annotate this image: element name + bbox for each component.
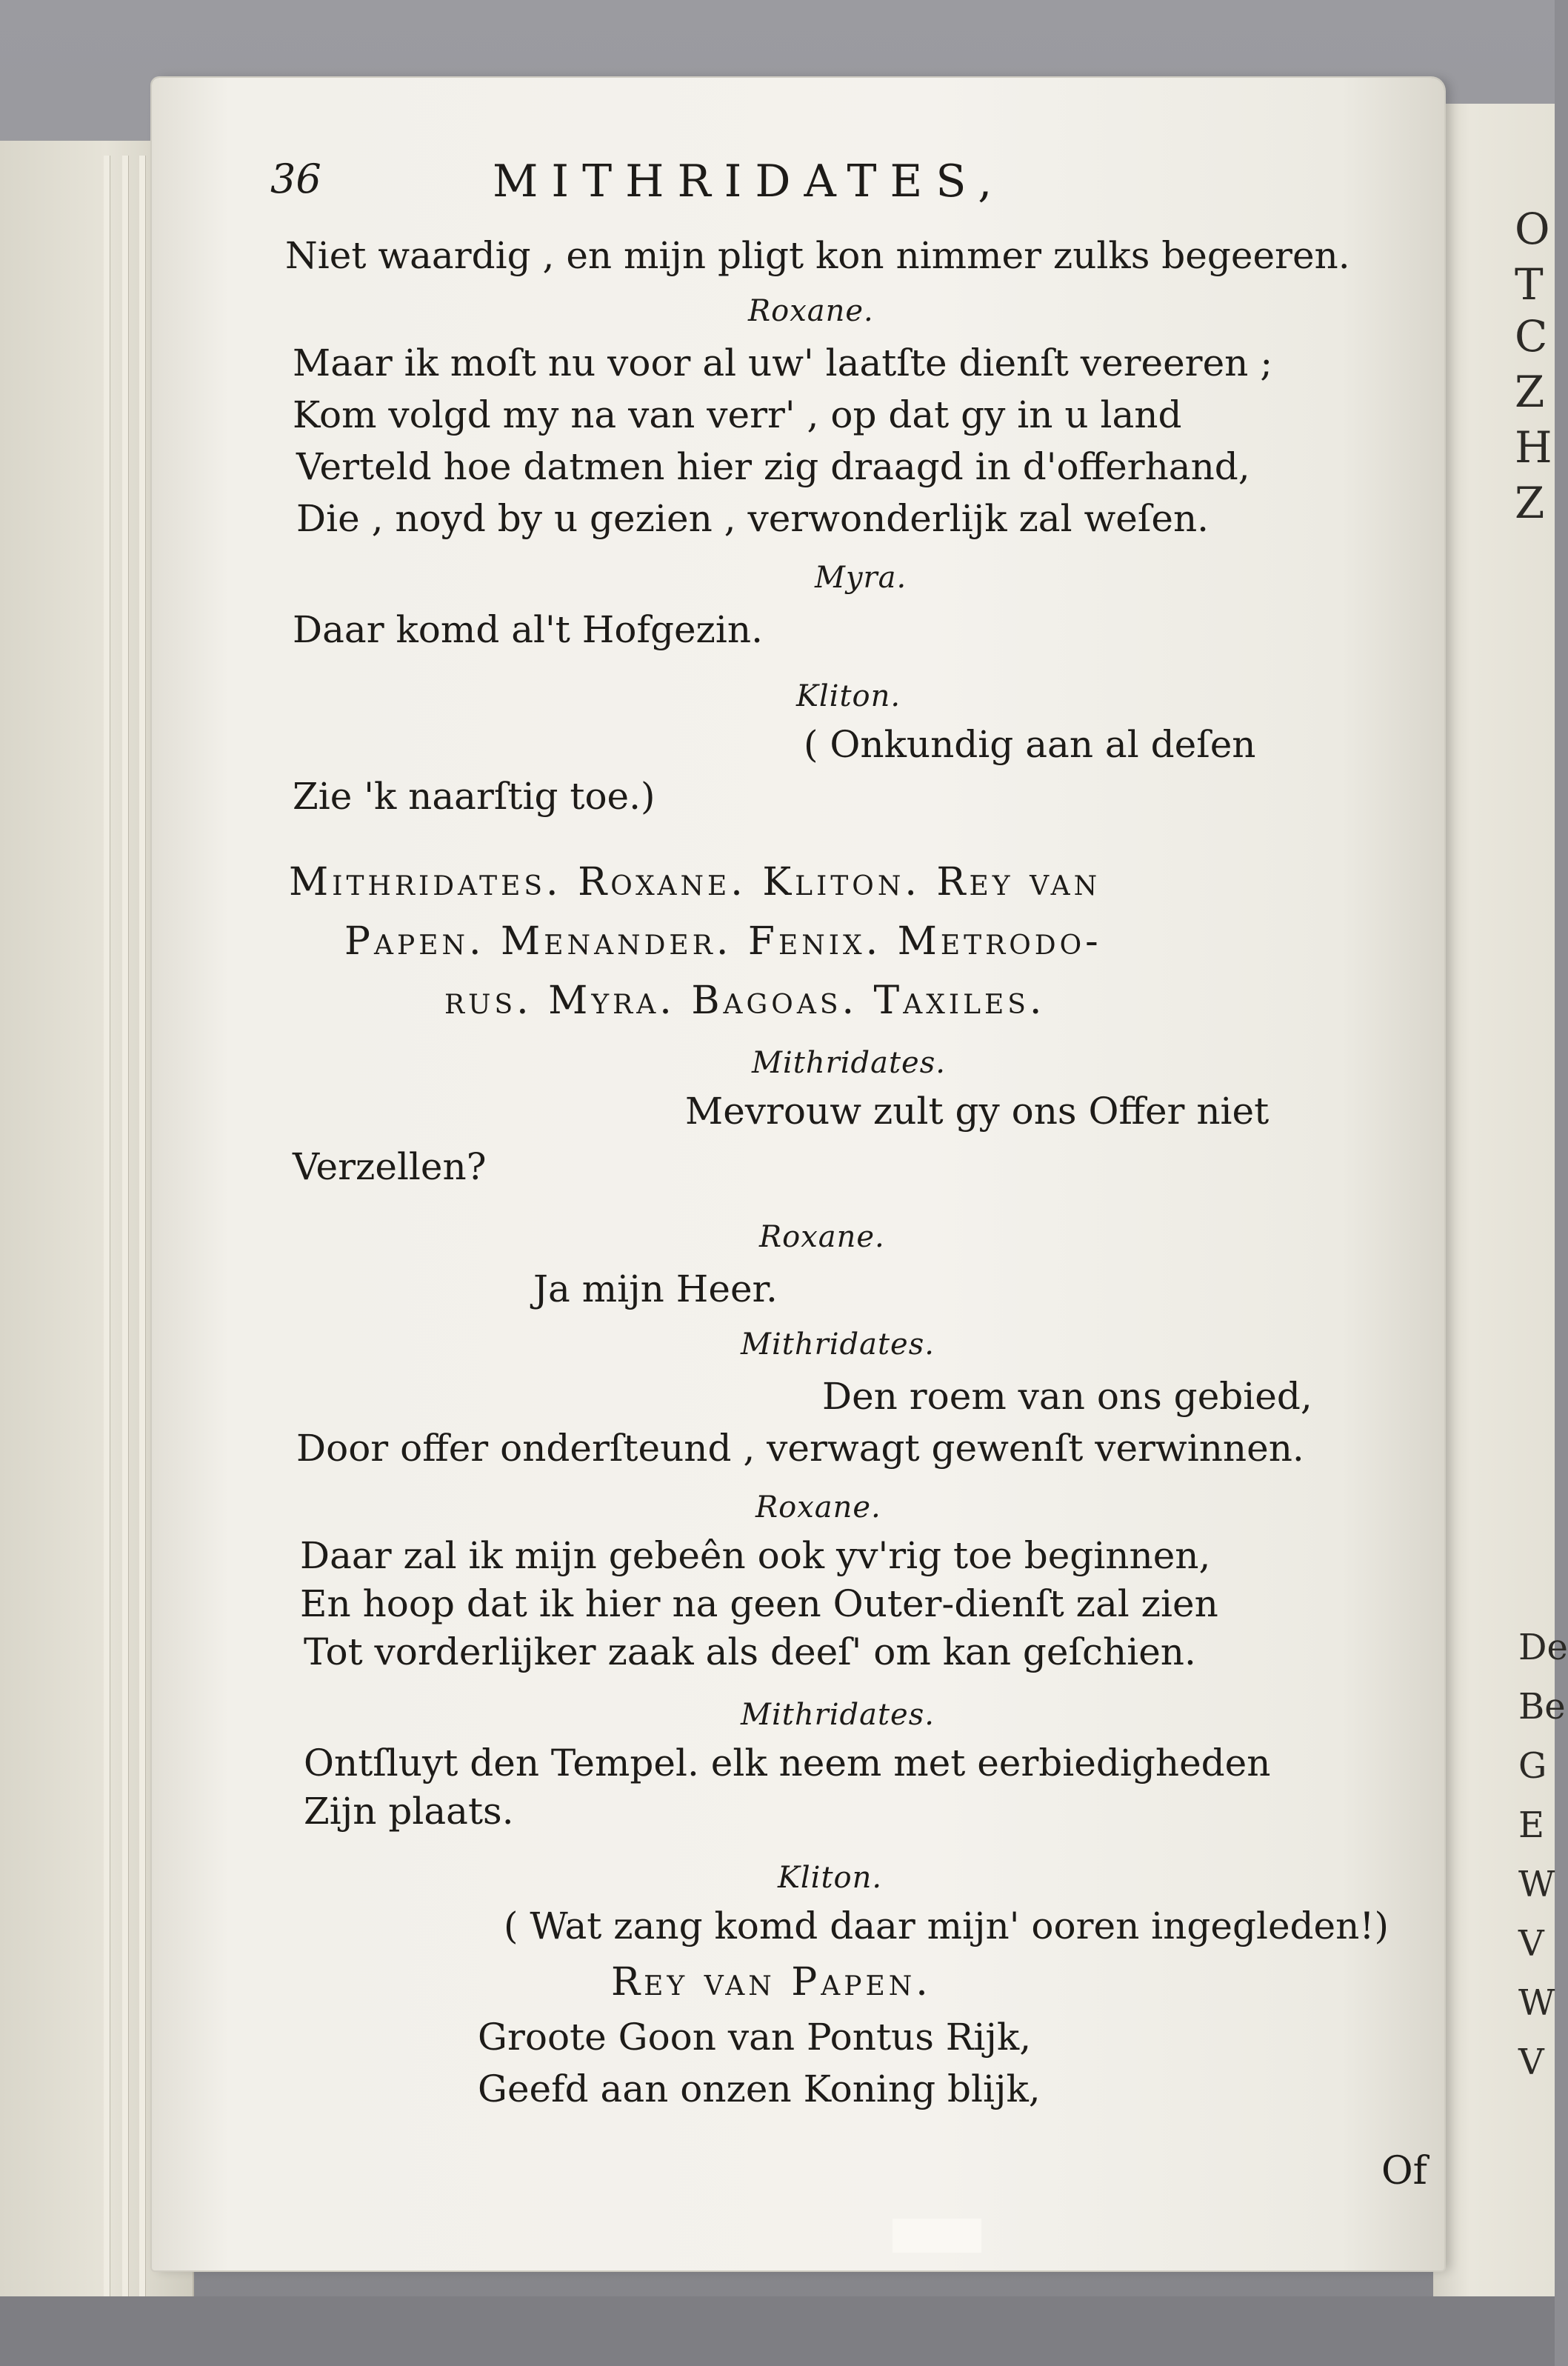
facing-text: G	[1518, 1745, 1547, 1787]
facing-text: H	[1515, 422, 1552, 473]
speaker-name: Roxane.	[755, 1490, 881, 1524]
facing-text: Z	[1515, 367, 1545, 417]
verse-line: Die , noyd by u gezien , verwonderlijk zal weſen.	[296, 497, 1210, 540]
verse-line: Tot vorderlijker zaak als deeſ' om kan geſchien.	[304, 1630, 1196, 1673]
chorus-heading: Rey van Papen.	[611, 1960, 932, 2005]
book-bottom	[0, 2296, 1555, 2366]
verse-line: Zijn plaats.	[304, 1790, 514, 1833]
verse-line: ( Onkundig aan al deſen	[804, 723, 1256, 766]
verse-line: Door offer onderſteund , verwagt gewenſt verwinnen.	[296, 1427, 1304, 1470]
facing-text: O	[1515, 204, 1550, 254]
facing-text: W	[1518, 1982, 1555, 2024]
catchword: Of	[1381, 2149, 1427, 2193]
facing-text: C	[1515, 311, 1548, 361]
verse-line: Daar zal ik mijn gebeên ook yv'rig toe beginnen,	[300, 1534, 1211, 1577]
verse-line: Daar komd al't Hofgezin.	[293, 608, 763, 651]
facing-text: V	[1518, 2042, 1544, 2083]
speaker-name: Kliton.	[778, 1861, 883, 1895]
verse-line: Den roem van ons gebied,	[822, 1375, 1312, 1418]
facing-text: E	[1518, 1805, 1545, 1846]
facing-text: De	[1518, 1627, 1568, 1668]
speaker-name: Mithridates.	[741, 1698, 935, 1732]
book-page	[152, 78, 1444, 2270]
verse-line: Verteld hoe datmen hier zig draagd in d'offerhand,	[296, 445, 1250, 488]
speaker-name: Mithridates.	[741, 1327, 935, 1362]
page-edge	[139, 156, 146, 2326]
verse-line: Ontſluyt den Tempel. elk neem met eerbiedigheden	[304, 1742, 1271, 1785]
speaker-name: Roxane.	[759, 1220, 885, 1254]
speaker-name: Roxane.	[748, 294, 874, 328]
facing-text: Be	[1518, 1686, 1566, 1727]
verse-line: Verzellen?	[293, 1145, 487, 1188]
verse-line: Kom volgd my na van verr' , op dat gy in u land	[293, 393, 1182, 436]
facing-text: V	[1518, 1923, 1544, 1965]
verse-line: En hoop dat ik hier na geen Outer-dienſt zal zien	[300, 1582, 1218, 1625]
paper-strip	[893, 2219, 981, 2253]
dramatis-personae: Mithridates. Roxane. Kliton. Rey van	[289, 860, 1101, 904]
dramatis-personae: Papen. Menander. Fenix. Metrodo-	[344, 919, 1102, 964]
page-number: 36	[270, 156, 321, 202]
running-title: MITHRIDATES,	[493, 156, 1006, 207]
verse-line: Groote Goon van Pontus Rijk,	[478, 2016, 1032, 2059]
verse-line: Niet waardig , en mijn pligt kon nimmer zulks begeeren.	[285, 234, 1350, 277]
page-edge	[104, 156, 110, 2326]
speaker-name: Kliton.	[796, 679, 901, 713]
facing-text: T	[1515, 259, 1544, 310]
verse-line: ( Wat zang komd daar mijn' ooren ingegleden!)	[504, 1905, 1389, 1947]
verse-line: Maar ik moſt nu voor al uw' laatſte dienſt vereeren ;	[293, 341, 1273, 384]
speaker-name: Mithridates.	[752, 1046, 946, 1080]
dramatis-personae: rus. Myra. Bagoas. Taxiles.	[444, 979, 1046, 1023]
facing-text: Z	[1515, 478, 1545, 528]
speaker-name: Myra.	[815, 561, 907, 595]
verse-line: Ja mijn Heer.	[533, 1267, 778, 1310]
page-edge	[122, 156, 129, 2326]
facing-text: W	[1518, 1864, 1555, 1905]
verse-line: Zie 'k naarſtig toe.)	[293, 775, 655, 818]
verse-line: Geefd aan onzen Koning blijk,	[478, 2067, 1041, 2110]
verse-line: Mevrouw zult gy ons Offer niet	[685, 1090, 1270, 1133]
